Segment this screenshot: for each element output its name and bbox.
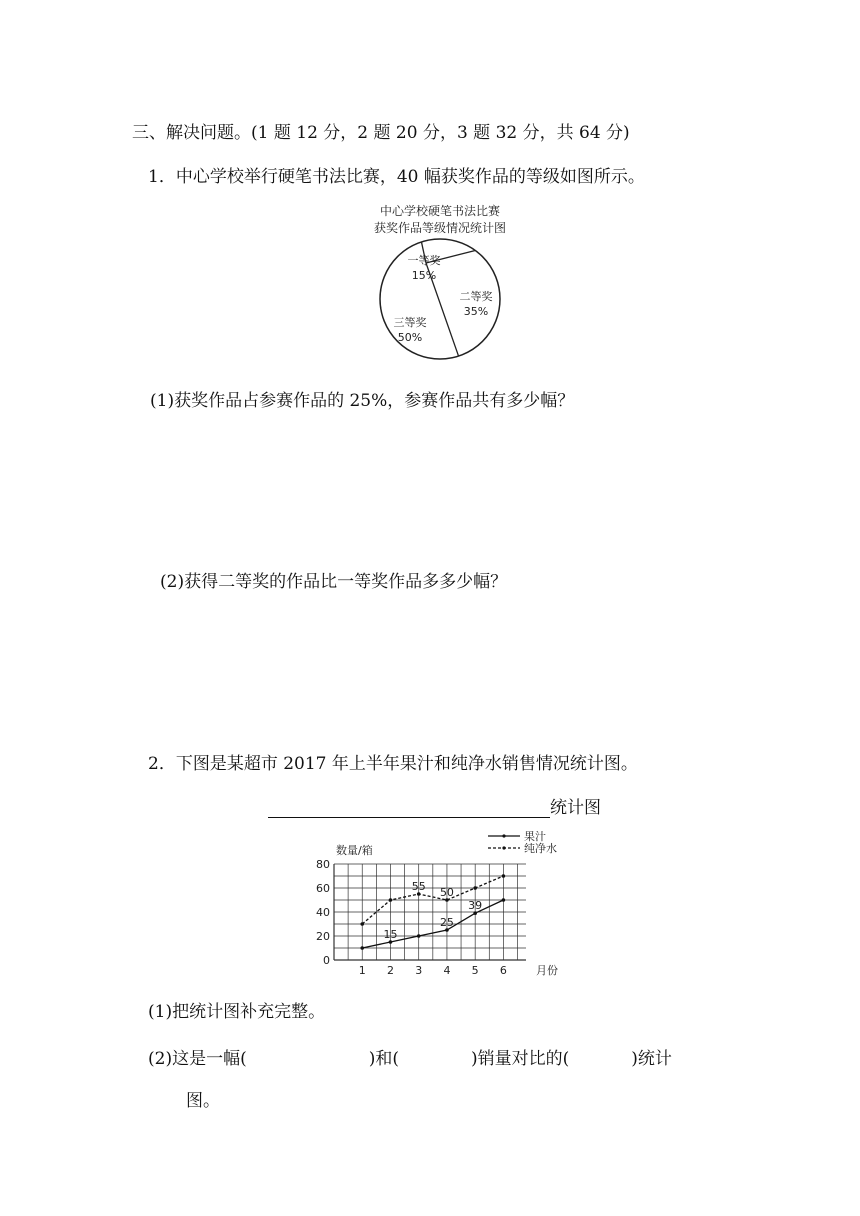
y-tick-label: 40 [316,906,330,919]
data-label: 15 [383,928,398,941]
pie-slice-value: 15% [411,269,437,282]
x-tick-label: 2 [386,964,394,977]
pie-slice-label: 三等奖 [393,316,427,329]
x-tick-label: 1 [358,964,366,977]
question-2-text: 2．下图是某超市 2017 年上半年果汁和纯净水销售情况统计图。 [148,754,638,774]
chart-title-suffix: 统计图 [550,798,601,818]
y-axis-label: 数量/箱 [336,844,373,857]
x-tick-label: 4 [443,964,451,977]
question-2-sub2-cont: 图。 [186,1091,220,1111]
data-point [360,922,364,926]
data-label: 39 [468,899,483,913]
pie-title: 中心学校硬笔书法比赛 [379,204,501,218]
pie-slice-value: 35% [463,305,489,318]
data-point [417,934,421,938]
x-tick-label: 5 [471,964,479,977]
question-1-sub1: (1)获奖作品占参赛作品的 25%，参赛作品共有多少幅？ [150,391,575,411]
question-2-sub1: (1)把统计图补充完整。 [148,1002,326,1022]
x-axis-label: 月份 [536,964,558,977]
chart-title-blank [268,793,601,818]
legend-marker [502,834,505,837]
data-point [389,898,393,902]
sub2-part-3: )销量对比的( [470,1049,570,1069]
data-point [502,898,506,902]
data-label: 50 [439,886,454,899]
legend-label: 纯净水 [524,842,557,855]
pie-slice-value: 50% [397,331,423,344]
question-1-sub2: (2)获得二等奖的作品比一等奖作品多多少幅？ [160,572,508,592]
question-2-sub2 [148,1044,672,1069]
data-label: 55 [411,880,426,893]
y-tick-label: 0 [323,954,330,967]
y-tick-label: 20 [316,930,330,943]
question-1-text: 1．中心学校举行硬笔书法比赛，40 幅获奖作品的等级如图所示。 [148,167,645,187]
pie-chart [320,200,560,370]
y-tick-label: 60 [316,882,330,895]
sub2-part-2: )和( [368,1049,399,1069]
x-tick-label: 3 [415,964,423,977]
data-point [502,874,506,878]
legend-marker [502,846,505,849]
y-tick-label: 80 [316,858,330,871]
section-heading: 三、解决问题。(1 题 12 分，2 题 20 分，3 题 32 分，共 64 分) [132,123,630,143]
pie-slice-label: 一等奖 [407,254,441,267]
sub2-part-1: (2)这是一幅( [148,1049,247,1069]
pie-subtitle: 获奖作品等级情况统计图 [373,221,507,235]
line-chart [308,830,588,978]
pie-slice-label: 二等奖 [459,290,493,303]
legend-label: 果汁 [524,830,546,843]
data-point [360,946,364,950]
data-point [473,886,477,890]
answer-blank[interactable] [268,797,550,818]
sub2-part-4: )统计 [631,1049,672,1069]
data-label: 25 [439,916,454,929]
x-tick-label: 6 [499,964,507,977]
